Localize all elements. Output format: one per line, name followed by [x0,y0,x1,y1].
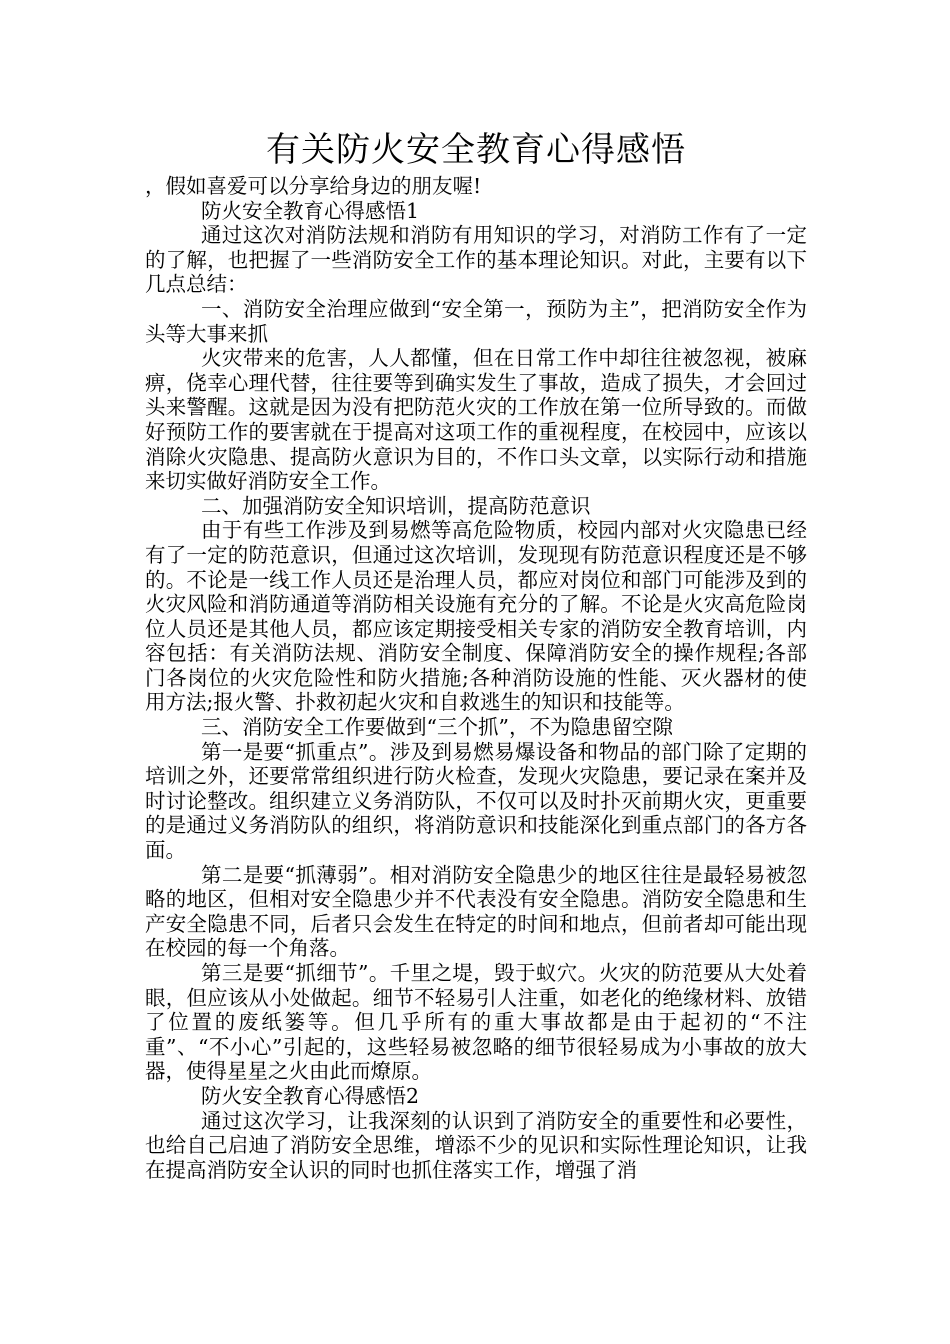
paragraph-6: 由于有些工作涉及到易燃等高危险物质，校园内部对火灾隐患已经有了一定的防范意识，但通过这次培训，发现现有防范意识程度还是不够的。不论是一线工作人员还是治理人员，都应对岗位和部门可能涉及到的火灾风险和消防通道等消防相关设施有充分的了解。不论是火灾高危险岗位人员还是其他人员，都应该定期接受相关专家的消防安全教育培训，内容包括：有关消防法规、消防安全制度、保障消防安全的操作规程;各部门各岗位的火灾危险性和防火措施;各种消防设施的性能、灭火器材的使用方法;报火警、扑救初起火灾和自救逃生的知识和技能等。 [145,518,807,715]
paragraph-9: 第二是要“抓薄弱”。相对消防安全隐患少的地区往往是最轻易被忽略的地区，但相对安全隐患少并不代表没有安全隐患。消防安全隐患和生产安全隐患不同，后者只会发生在特定的时间和地点，但前者却可能出现在校园的每一个角落。 [145,862,807,961]
paragraph-5: 二、加强消防安全知识培训，提高防范意识 [201,493,591,518]
paragraph-3: 一、消防安全治理应做到“安全第一，预防为主”，把消防安全作为头等大事来抓 [145,296,807,346]
section-heading-2: 防火安全教育心得感悟2 [201,1083,420,1108]
paragraph-8: 第一是要“抓重点”。涉及到易燃易爆设备和物品的部门除了定期的培训之外，还要常常组织进行防火检查，发现火灾隐患，要记录在案并及时讨论整改。组织建立义务消防队，不仅可以及时扑灭前期火灾，更重要的是通过义务消防队的组织，将消防意识和技能深化到重点部门的各方各面。 [145,739,807,863]
paragraph-4: 火灾带来的危害，人人都懂，但在日常工作中却往往被忽视，被麻痹，侥幸心理代替，往往要等到确实发生了事故，造成了损失，才会回过头来警醒。这就是因为没有把防范火灾的工作放在第一位所导致的。而做好预防工作的要害就在于提高对这项工作的重视程度，在校园中，应该以消除火灾隐患、提高防火意识为目的，不作口头文章，以实际行动和措施来切实做好消防安全工作。 [145,346,807,494]
paragraph-2: 通过这次对消防法规和消防有用知识的学习，对消防工作有了一定的了解，也把握了一些消防安全工作的基本理论知识。对此，主要有以下几点总结： [145,223,807,297]
document-page [145,128,807,1182]
document-body [145,174,807,1182]
document-title: 有关防火安全教育心得感悟 [266,130,686,170]
paragraph-0: ，假如喜爱可以分享给身边的朋友喔! [145,174,482,198]
paragraph-7: 三、消防安全工作要做到“三个抓”，不为隐患留空隙 [201,715,673,740]
paragraph-10: 第三是要“抓细节”。千里之堤，毁于蚁穴。火灾的防范要从大处着眼，但应该从小处做起。细节不轻易引人注重，如老化的绝缘材料、放错了位置的废纸篓等。但几乎所有的重大事故都是由于起初的“不注重”、“不小心”引起的，这些轻易被忽略的细节很轻易成为小事故的放大器，使得星星之火由此而燎原。 [145,961,807,1084]
paragraph-12: 通过这次学习，让我深刻的认识到了消防安全的重要性和必要性，也给自己启迪了消防安全思维，增添不少的见识和实际性理论知识，让我在提高消防安全认识的同时也抓住落实工作，增强了消 [145,1108,807,1182]
section-heading-1: 防火安全教育心得感悟1 [201,198,420,223]
